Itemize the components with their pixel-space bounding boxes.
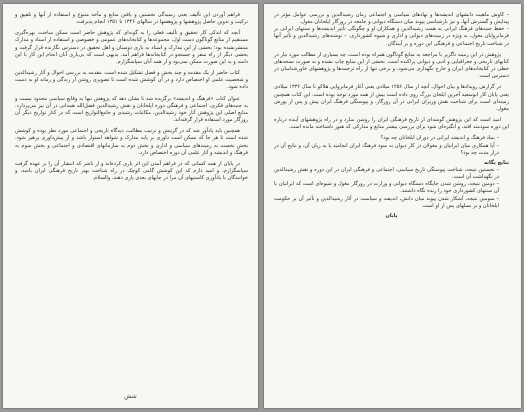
paragraph: همچنین باید یادآور شد که در گزینش و ترتیب مطالب، دیدگاه تاریخی و اجتماعی مورد نظر بوده و کوشش شده است تا هر جا که ممکن است داوری بر پایه مدارک و شواهد استوار باشد و از پیش‌داوری پرهیز شود. بخش نخست به زمینه‌های سیاسی و اداری و بخش دوم به سازمانهای اقتصادی و اجتماعی و بخش سوم به فرهنگ و اندیشه و آثار علمی آن دوره اختصاص دارد. [15, 128, 248, 156]
right-page [264, 4, 521, 408]
conclusion-item: – سومین نتیجه، آشکار شدن پیوند میان دانش، اندیشه و سیاست در آثار رشیدالدین و تأثیر آن بر حکومت ایلخانان و بر نسلهای پس از او است. [274, 195, 499, 209]
right-page-text [274, 12, 509, 220]
section-heading: نتایج یگانه [483, 159, 509, 166]
paragraph: در پایان از همه کسانی که در فراهم آمدن این اثر یاری کرده‌اند و از ناشر که انتشار آن را بر عهده گرفت سپاسگزارم، و امید دارم که این کوشش گامی کوچک در راه شناخت بهتر تاریخ فرهنگی ایران باشد، و خوانندگان با یادآوری کاستیهای آن مرا در چاپهای بعدی یاری دهند، والسلام. [15, 160, 248, 182]
closing-word: پایان [385, 212, 398, 219]
conclusion-item: – دومین نتیجه، روشن شدن جایگاه دستگاه دیوانی و وزارت در روزگار مغول و شیوه‌ای است که ایرانیان با آن سنتهای کشورداری خود را زنده نگاه داشتند. [274, 181, 499, 195]
paragraph: – کاوش ماهیت دانشهای اندیشه‌ها و نهادهای سیاسی و اجتماعی زمان رشیدالدین و بررسی عوامل مؤثر در پیدایش و گسترش آنها، و نیز بازشناسی پیوند میان دستگاه دیوانی و جامعه در روزگار ایلخانان مغول. [274, 12, 509, 26]
paragraph: – حفظ جنبه‌های فرهنگ ایرانی به همت رشیدالدین و همکاران او و چگونگی تأثیر اندیشه‌ها و سنتهای ایرانی بر فرمانروایان مغول، به ویژه در زمینه‌های دیوانی و اداری و شیوه کشورداری. – نوشته‌های رشیدالدین و تأثیر آنها در شناخت تاریخ اجتماعی و فرهنگی این دوره و بر آیندگان. [274, 26, 509, 47]
paragraph: کتاب حاضر از یک مقدمه و چند بخش و فصل تشکیل شده است. مقدمه به بررسی احوال و آثار رشیدالدین و شخصیت علمی او اختصاص دارد و در آن کوشش شده است تا تصویری روشن از زندگی و زمانه او به دست داده شود. [15, 70, 248, 91]
left-page-text [15, 12, 248, 182]
paragraph: فراهم آوردن این تألیف یعنی رسیدگی نخستین و یافتن منابع و مآخذ متنوع و استفاده از آنها و تلفیق و ترکیب و تدوین حاصل پژوهشها و پژوهشها در سالهای ۱۳۴۶ تا ۱۳۵۱ انجام پذیرفت. [15, 12, 248, 26]
conclusion-item: – نخستین نتیجه، شناخت پیوستگی تاریخ سیاسی، اجتماعی و فرهنگی ایران در این دوره و نقش رشیدالدین در نگهداشت آن است. [274, 166, 499, 181]
paragraph: امید است که این پژوهش گوشه‌ای از تاریخ فرهنگی ایران را روشن سازد و در راه پژوهشهای آینده درباره این دوره سودمند افتد، و انگیزه‌ای شود برای بررسی بیشتر منابع و مدارکی که هنوز ناشناخته مانده است. [274, 117, 509, 131]
paragraph: عنوان کتاب «فرهنگ و اندیشه» برگزیده شد تا نشان دهد که پژوهش تنها به وقایع سیاسی محدود نیست و به جنبه‌های فکری، اجتماعی و فرهنگی دوره ایلخانان و نقش رشیدالدین فضل‌الله همدانی در آن نیز می‌پردازد. منابع اصلی این پژوهش آثار خود رشیدالدین، مکاتبات رشیدی و جامع‌التواریخ است که در کنار تواریخ دیگر آن روزگار مورد استفاده قرار گرفته‌اند. [15, 95, 248, 124]
page-number: شش [124, 393, 137, 400]
question-item: – بنیاد فرهنگ و اندیشه ایرانی در دوران ایلخانان چه بود؟ [380, 135, 499, 142]
paragraph: پژوهش در این زمینه ناگزیر با مراجعه به منابع گوناگون همراه بوده است، چه بسیاری از مطالب مورد نیاز در کتابهای تاریخی و جغرافیایی و ادبی و دیوانی پراکنده است. بخشی از این منابع چاپ نشده و به صورت نسخه‌های خطی در کتابخانه‌های ایران و خارج نگهداری می‌شود، و برخی تنها از راه ترجمه‌ها و پژوهشهای خاورشناسان در دسترس است. [274, 51, 509, 80]
question-item: – آیا همکاری میان ایرانیان و مغولان در کار دیوان به سود فرهنگ ایران انجامید یا به زیان آن، و نتایج آن در دراز مدت چه بود؟ [274, 142, 499, 156]
left-page [3, 4, 258, 408]
paragraph: آنچه که اندکی کار تحقیق و تألیف فعلی را به گونه‌ای که پژوهش حاضر است ممکن ساخت، بهره‌گیری مستقیم از منابع گوناگون دست اول، مجموعه‌ها و کتابخانه‌های عمومی و خصوصی و استفاده از اسناد و مدارک منتشرنشده بود؛ بخشی از این مدارک و اسناد به یاری دوستان و اهل تحقیق در دسترس نگارنده قرار گرفت و بخشی دیگر از راه سفر و جستجو در کتابخانه‌ها فراهم آمد. بدیهی است که بی‌یاری آنان انجام این کار با این دامنه و به این صورت ممکن نمی‌بود و از همه آنان سپاسگزارم. [15, 30, 248, 65]
paragraph: در گزارش رویدادها و بیان احوال، آنچه از سال ۱۲۵۶ میلادی یعنی آغاز فرمانروایی هلاکو تا سال ۱۳۳۶ میلادی یعنی پایان کار ابوسعید آخرین ایلخان بزرگ روی داده است بیش از همه مورد توجه بوده است. این کتاب همچنین زمینه‌ای است برای شناخت نقش وزیران ایرانی در آن روزگار، و پیوستگی فرهنگ ایران پیش و پس از یورش مغول. [274, 84, 509, 112]
